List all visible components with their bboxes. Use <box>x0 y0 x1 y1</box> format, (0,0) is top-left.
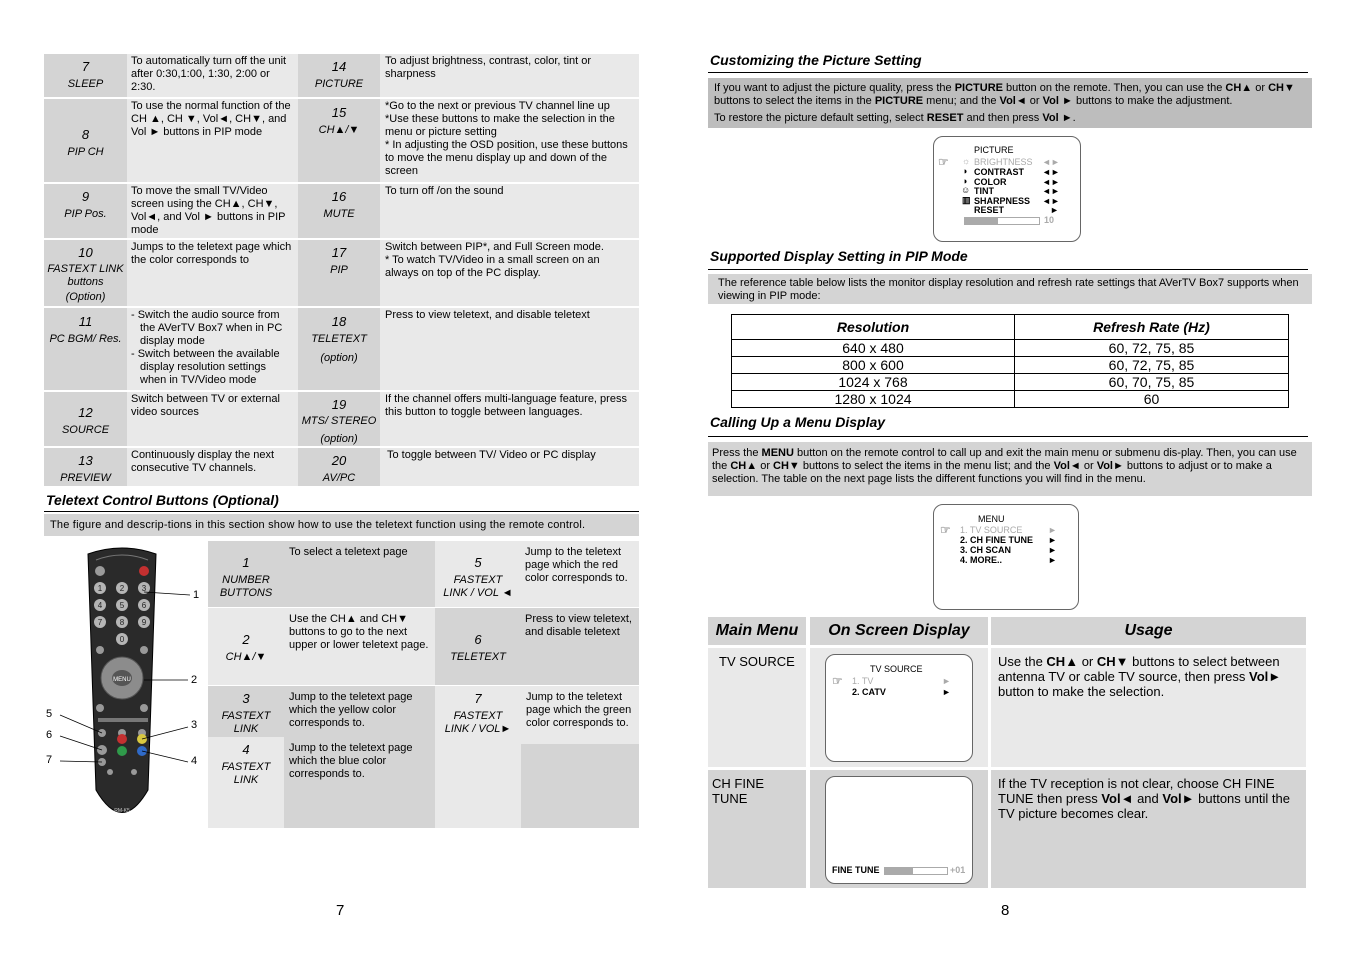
button-desc: To toggle between TV/ Video or PC display <box>380 448 639 486</box>
button-number: 15 <box>331 105 347 120</box>
arrows-icon: ◄► <box>1042 157 1060 167</box>
button-desc: To move the small TV/Video screen using the CH▲, CH▼, Vol◄, and Vol ► buttons in PIP mode <box>127 184 298 238</box>
teletext-num-cell <box>435 608 521 685</box>
teletext-num-cell <box>208 541 284 607</box>
osd-level-bar <box>884 867 948 875</box>
svg-text:MENU: MENU <box>113 677 131 683</box>
divider <box>708 269 1308 270</box>
button-desc <box>380 240 639 306</box>
contrast-icon: ◑ <box>962 166 968 176</box>
picture-osd-screen <box>933 136 1081 242</box>
svg-text:RM-K5: RM-K5 <box>114 808 130 814</box>
menu-heading: Calling Up a Menu Display <box>710 414 886 430</box>
teletext-num-cell <box>208 608 284 685</box>
button-num-cell <box>44 184 127 238</box>
button-number: 6 <box>474 632 482 647</box>
osd-item: COLOR <box>974 177 1007 187</box>
resolution-table <box>731 314 1289 408</box>
button-label: SLEEP <box>67 78 104 90</box>
arrow-right-icon: ► <box>1048 525 1057 535</box>
menu-name-cell: TV SOURCE <box>708 648 806 767</box>
button-label: LINK / VOL► <box>444 723 512 735</box>
arrow-right-icon: ► <box>1048 555 1057 565</box>
table-cell: 60, 72, 75, 85 <box>1015 357 1289 374</box>
button-number: 11 <box>78 314 93 329</box>
teletext-desc: Jump to the teletext page which the red color corresponds to. <box>521 541 639 607</box>
arrows-icon: ◄► <box>1042 196 1060 206</box>
button-num-cell <box>44 392 127 446</box>
button-number: 13 <box>78 453 93 468</box>
pointing-hand-icon: ☞ <box>938 155 949 169</box>
osd-title: PICTURE <box>974 145 1014 155</box>
button-num-cell <box>298 448 380 486</box>
teletext-desc: Jump to the teletext page which the green color corresponds to. <box>521 686 639 744</box>
button-label: (Option) <box>65 291 106 303</box>
button-desc: If the channel offers multi-language feature, press this button to toggle between languages. <box>380 392 639 446</box>
desc-line: - Switch between the available display resolution settings when in TV/Video mode <box>131 348 280 386</box>
button-number: 4 <box>242 742 250 757</box>
pip-heading: Supported Display Setting in PIP Mode <box>710 248 968 264</box>
button-number: 2 <box>242 632 250 647</box>
osd-item: 1. TV SOURCE <box>960 525 1023 535</box>
button-label: buttons <box>67 276 104 288</box>
button-desc: To automatically turn off the unit after 0:30,1:00, 1:30, 2:00 or 2:30. <box>127 54 298 97</box>
teletext-heading: Teletext Control Buttons (Optional) <box>46 492 279 508</box>
picture-text: If you want to adjust the picture quality, press the PICTURE button on the remote. Then, you can use the CH▲ or CH▼ buttons to select the items in the PICTURE menu; and the Vol◄ or Vol ► buttons to make the adjustment. <box>714 82 1295 107</box>
menu-name-cell: CH FINE TUNE <box>708 770 806 888</box>
table-header: Main Menu <box>708 617 806 645</box>
picture-instructions <box>708 78 1312 128</box>
button-num-cell <box>44 448 127 486</box>
osd-level-bar <box>964 217 1040 225</box>
button-label: TELETEXT <box>311 333 367 345</box>
teletext-desc: Use the CH▲ and CH▼ buttons to go to the next upper or lower teletext page. <box>284 608 435 685</box>
divider <box>708 72 1308 73</box>
button-label: TELETEXT <box>450 651 506 663</box>
table-cell: 60, 70, 75, 85 <box>1015 374 1289 391</box>
button-number: 1 <box>242 555 250 570</box>
digit-key-label: 0 <box>119 635 125 644</box>
arrow-right-icon: ► <box>942 676 951 686</box>
menu-osd-screen <box>933 504 1079 610</box>
button-number: 16 <box>331 189 347 204</box>
button-label: CH▲/▼ <box>318 124 360 136</box>
callout-label: 3 <box>191 719 198 731</box>
osd-item: 3. CH SCAN <box>960 545 1012 555</box>
table-row <box>732 391 1289 408</box>
osd-cell <box>810 648 988 767</box>
color-icon: ◑ <box>962 176 968 186</box>
table-cell: 1280 x 1024 <box>732 391 1015 408</box>
arrows-icon: ◄► <box>1042 167 1060 177</box>
button-num-cell <box>44 54 127 97</box>
table-row <box>732 374 1289 391</box>
desc-line: *Go to the next or previous TV channel line up <box>385 100 610 112</box>
button-label: PIP <box>330 264 348 276</box>
callout-label: 2 <box>191 674 198 686</box>
osd-item: TINT <box>974 186 994 196</box>
button-label: PIP Pos. <box>64 208 107 220</box>
button-desc: To use the normal function of the CH ▲, CH ▼, Vol◄, CH▼, and Vol ► buttons in PIP mode <box>127 99 298 182</box>
button-label: MTS/ STEREO <box>301 415 377 427</box>
digit-key-label: 5 <box>119 601 125 610</box>
table-header: Usage <box>991 617 1306 645</box>
osd-title: FINE TUNE <box>832 865 880 875</box>
button-num-cell <box>298 308 380 390</box>
table-cell: 60 <box>1015 391 1289 408</box>
arrow-right-icon: ► <box>1048 545 1057 555</box>
button-desc: Continuously display the next consecutive TV channels. <box>127 448 298 486</box>
digit-key-label: 2 <box>119 584 125 593</box>
pointing-hand-icon: ☞ <box>940 523 951 537</box>
teletext-num-cell <box>208 686 284 737</box>
digit-key-label: 6 <box>141 601 147 610</box>
button-label: MUTE <box>323 208 355 220</box>
button-label: FASTEXT <box>221 710 271 722</box>
button-label: (option) <box>320 352 358 364</box>
divider <box>44 511 639 512</box>
digit-key-label: 7 <box>97 618 103 627</box>
callout-label: 5 <box>46 708 53 720</box>
callout-label: 1 <box>193 589 200 601</box>
button-num-cell <box>298 99 380 182</box>
button-desc <box>380 99 639 182</box>
digit-key-label: 4 <box>97 601 103 610</box>
button-number: 3 <box>242 691 250 706</box>
teletext-num-cell <box>208 737 284 828</box>
button-label: LINK / VOL ◄ <box>443 587 513 599</box>
digit-key-label: 1 <box>97 584 103 593</box>
button-label: PC BGM/ Res. <box>49 333 122 345</box>
teletext-num-cell <box>435 686 521 828</box>
digit-key-label: 9 <box>141 618 147 627</box>
button-num-cell <box>298 54 380 97</box>
osd-item: 4. MORE.. <box>960 555 1003 565</box>
table-row <box>732 340 1289 357</box>
button-label: LINK <box>233 723 259 735</box>
teletext-desc: Jump to the teletext page which the yellow color corresponds to. <box>284 686 435 737</box>
button-number: 10 <box>78 245 93 260</box>
pip-intro: The reference table below lists the monitor display resolution and refresh rate settings that AVerTV Box7 supports when viewing in PIP mode: <box>708 274 1312 304</box>
usage-cell: If the TV reception is not clear, choose CH FINE TUNE then press Vol◄ and Vol► buttons until the TV picture becomes clear. <box>991 770 1306 888</box>
button-desc <box>127 308 298 390</box>
osd-item: RESET <box>974 205 1005 215</box>
button-label: LINK <box>233 774 259 786</box>
page-number: 8 <box>1001 902 1010 919</box>
button-label: FASTEXT LINK <box>47 263 124 275</box>
teletext-desc: Jump to the teletext page which the blue color corresponds to. <box>284 737 435 828</box>
button-number: 8 <box>81 127 90 142</box>
table-row <box>732 357 1289 374</box>
button-num-cell <box>44 240 127 306</box>
button-number: 5 <box>474 555 482 570</box>
table-header: On Screen Display <box>810 617 988 645</box>
button-number: 12 <box>78 405 93 420</box>
button-num-cell <box>298 392 380 446</box>
button-label: PIP CH <box>67 146 104 158</box>
button-num-cell <box>298 184 380 238</box>
arrows-icon: ◄► <box>1042 186 1060 196</box>
button-desc: To adjust brightness, contrast, color, tint or sharpness <box>380 54 639 97</box>
osd-cell <box>810 770 988 888</box>
sharpness-icon: ▥ <box>962 195 971 205</box>
button-number: 7 <box>81 59 90 74</box>
arrow-right-icon: ► <box>1048 535 1057 545</box>
button-number: 17 <box>331 245 347 260</box>
callout-label: 4 <box>191 755 198 767</box>
button-desc: Press to view teletext, and disable teletext <box>380 308 639 390</box>
button-number: 9 <box>81 189 90 204</box>
page-number: 7 <box>336 902 345 919</box>
button-number: 14 <box>331 59 347 74</box>
arrow-right-icon: ► <box>1050 205 1059 215</box>
table-header: Resolution <box>732 315 1015 340</box>
picture-heading: Customizing the Picture Setting <box>710 52 922 68</box>
button-num-cell <box>44 308 127 390</box>
button-desc: Switch between TV or external video sources <box>127 392 298 446</box>
picture-reset-text: To restore the picture default setting, select RESET and then press Vol ►. <box>714 112 1076 124</box>
tint-icon: ☺ <box>961 185 971 195</box>
table-header: Refresh Rate (Hz) <box>1015 315 1289 340</box>
teletext-intro: The figure and descrip-tions in this section show how to use the teletext function using the remote control. <box>44 514 639 536</box>
button-label: SOURCE <box>61 424 110 436</box>
table-cell: 640 x 480 <box>732 340 1015 357</box>
desc-line: * To watch TV/Video in a small screen on an always on top of the PC display. <box>385 254 600 279</box>
table-cell: 60, 72, 75, 85 <box>1015 340 1289 357</box>
osd-item: SHARPNESS <box>974 196 1031 206</box>
osd-item: BRIGHTNESS <box>974 157 1033 167</box>
osd-title: TV SOURCE <box>870 664 923 674</box>
desc-line: Switch between PIP*, and Full Screen mode. <box>385 241 604 253</box>
button-num-cell <box>44 99 127 182</box>
teletext-desc: Press to view teletext, and disable teletext <box>521 608 639 685</box>
osd-title: MENU <box>978 514 1005 524</box>
usage-cell: Use the CH▲ or CH▼ buttons to select between antenna TV or cable TV source, then press Vol► button to make the selection. <box>991 648 1306 767</box>
callout-label: 6 <box>46 729 53 741</box>
teletext-num-cell <box>435 541 521 607</box>
button-number: 20 <box>331 453 347 468</box>
tv-source-osd-screen <box>825 654 973 762</box>
button-number: 7 <box>474 691 482 706</box>
button-number: 19 <box>331 397 347 412</box>
callout-label: 7 <box>46 754 53 766</box>
osd-item: CONTRAST <box>974 167 1024 177</box>
button-label: CH▲/▼ <box>225 651 267 663</box>
table-cell: 1024 x 768 <box>732 374 1015 391</box>
button-label: (option) <box>320 433 358 445</box>
arrow-right-icon: ► <box>942 687 951 697</box>
remote-control-illustration <box>40 540 210 835</box>
button-label: PREVIEW <box>60 472 111 484</box>
button-label: FASTEXT <box>453 710 503 722</box>
desc-line: - Switch the audio source from the AVerTV Box7 when in PC display mode <box>131 309 283 347</box>
osd-item: 1. TV <box>852 676 874 686</box>
osd-value: +01 <box>950 865 966 875</box>
button-label: FASTEXT <box>453 574 503 586</box>
digit-key-label: 3 <box>141 584 147 593</box>
arrows-icon: ◄► <box>1042 177 1060 187</box>
fine-tune-osd-screen <box>825 776 973 884</box>
digit-key-label: 8 <box>119 618 125 627</box>
desc-line: *Use these buttons to make the selection in the menu or picture setting <box>385 113 615 138</box>
pointing-hand-icon: ☞ <box>832 674 843 688</box>
button-label: AV/PC <box>322 472 356 484</box>
divider <box>708 436 1308 437</box>
button-label: BUTTONS <box>219 587 273 599</box>
button-number: 18 <box>331 314 347 329</box>
table-cell: 800 x 600 <box>732 357 1015 374</box>
button-label: NUMBER <box>222 574 270 586</box>
button-desc: To turn off /on the sound <box>380 184 639 238</box>
button-num-cell <box>298 240 380 306</box>
osd-item: 2. CH FINE TUNE <box>960 535 1034 545</box>
teletext-desc: To select a teletext page <box>284 541 435 607</box>
osd-item: 2. CATV <box>852 687 886 697</box>
menu-instructions: Press the MENU button on the remote control to call up and exit the main menu or submenu dis-play. Then, you can use the CH▲ or CH▼ buttons to select the items in the menu list; and the Vol◄ or Vol► buttons to adjust or to make a selection. The table on the next page lists the different functions you will find in the menu. <box>708 442 1312 496</box>
button-label: PICTURE <box>314 78 364 90</box>
button-desc: Jumps to the teletext page which the color corresponds to <box>127 240 298 306</box>
button-label: FASTEXT <box>221 761 271 773</box>
desc-line: * In adjusting the OSD position, use these buttons to move the menu display up and down of the screen <box>385 139 628 177</box>
brightness-icon: ☼ <box>962 156 971 166</box>
osd-value: 10 <box>1044 215 1055 225</box>
empty-cell <box>521 744 639 828</box>
